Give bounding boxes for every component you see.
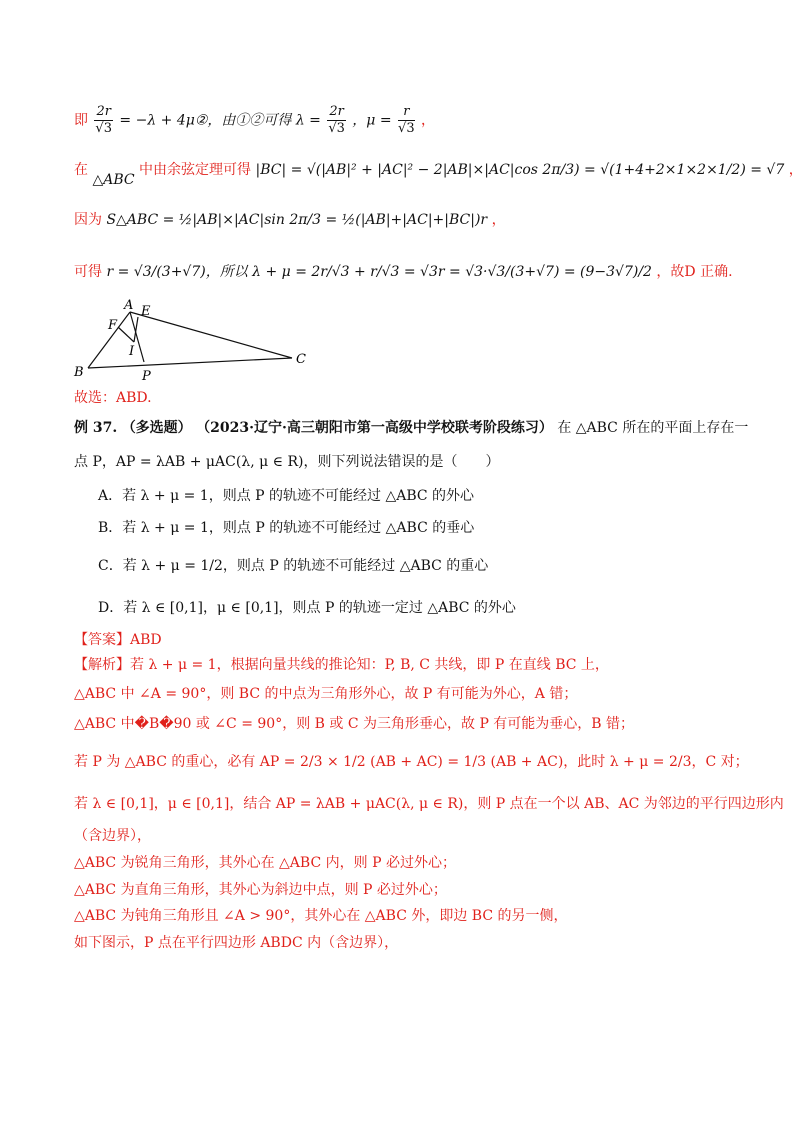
cosine-law-formula: |BC| = √(|AB|² + |AC|² − 2|AB|×|AC|cos 2π/3) = √(1+4+2×1×2×1/2) = √7: [255, 162, 785, 178]
example-number: 例 37.: [74, 420, 118, 436]
option-c: C．若 λ + μ = 1/2，则点 P 的轨迹不可能经过 △ABC 的重心: [98, 558, 489, 574]
fraction-lambda: $\frac{2r}{√3}$: [328, 104, 345, 136]
analysis-line-4: 若 P 为 △ABC 的重心，必有 AP = 2/3 × 1/2 (AB + AC) = 1/3 (AB + AC)，此时 λ + μ = 2/3，C 对；: [74, 754, 749, 770]
example-stem-part1: 在 △ABC 所在的平面上存在一: [557, 420, 749, 436]
analysis-line-6: （含边界），: [74, 828, 151, 844]
edge-ac: [130, 312, 292, 358]
label-e: E: [141, 304, 151, 319]
label-a: A: [124, 298, 134, 313]
label-i: I: [129, 344, 135, 359]
triangle-figure: [74, 296, 324, 386]
math-mu: ，μ =: [352, 112, 397, 129]
answer-line: [74, 630, 162, 650]
label-p: P: [142, 369, 151, 384]
example-stem-part2: 点 P，AP = λAB + μAC(λ, μ ∈ R)，则下列说法错误的是（ ）: [74, 454, 500, 470]
area-formula: S△ABC = ½|AB|×|AC|sin 2π/3 = ½(|AB|+|AC|+|BC|)r: [106, 212, 488, 228]
line-end: ，: [421, 112, 436, 129]
radius-formula: r = √3/(3+√7)，所以 λ + μ = 2r/√3 + r/√3 = √3r = √3·√3/(3+√7) = (9−3√7)/2: [106, 264, 652, 280]
line-end: ，: [491, 212, 506, 228]
solution-line-3: [74, 210, 506, 230]
fraction-mu: $\frac{r}{√3}$: [398, 104, 415, 136]
math-expression: = −λ + 4μ②，由①②可得 λ =: [119, 112, 326, 129]
line-prefix: 在: [74, 162, 88, 178]
segment-fi: [118, 327, 134, 342]
example-source: （2023·辽宁·高三朝阳市第一高级中学校联考阶段练习）: [196, 420, 553, 436]
analysis-label: 【解析】: [74, 657, 130, 673]
triangle-symbol: △ABC: [92, 172, 135, 188]
answer-label: 【答案】: [74, 632, 130, 648]
line-prefix: 即: [74, 112, 88, 129]
label-c: C: [296, 352, 306, 367]
analysis-line-1: [74, 655, 609, 675]
solution-line-4: [74, 262, 733, 282]
analysis-line-9: △ABC 为钝角三角形且 ∠A > 90°，其外心在 △ABC 外，即边 BC 的另一侧，: [74, 908, 568, 924]
line-end: ，故D 正确.: [656, 264, 733, 280]
analysis-line-8: △ABC 为直角三角形，其外心为斜边中点，则 P 必过外心；: [74, 882, 447, 898]
label-f: F: [108, 318, 118, 333]
line-end: ，: [788, 162, 803, 178]
option-d: D．若 λ ∈ [0,1]，μ ∈ [0,1]，则点 P 的轨迹一定过 △ABC 的外心: [98, 600, 516, 616]
analysis-text: 若 λ + μ = 1，根据向量共线的推论知：P, B, C 共线，即 P 在直线 BC 上，: [130, 657, 609, 673]
analysis-line-5: 若 λ ∈ [0,1]，μ ∈ [0,1]，结合 AP = λAB + μAC(λ, μ ∈ R)，则 P 点在一个以 AB、AC 为邻边的平行四边形内: [74, 796, 784, 812]
line-middle: 中由余弦定理可得: [139, 162, 252, 178]
line-prefix: 因为: [74, 212, 102, 228]
solution-line-2: [74, 160, 803, 188]
label-b: B: [74, 365, 84, 380]
fraction-2r-sqrt3: $\frac{2r}{√3}$: [95, 104, 112, 136]
analysis-line-2: △ABC 中 ∠A = 90°，则 BC 的中点为三角形外心，故 P 有可能为外心，A 错；: [74, 686, 578, 702]
line-prefix: 可得: [74, 264, 102, 280]
option-a: A．若 λ + μ = 1，则点 P 的轨迹不可能经过 △ABC 的外心: [98, 488, 475, 504]
answer-value: ABD: [130, 632, 162, 648]
analysis-line-7: △ABC 为锐角三角形，其外心在 △ABC 内，则 P 必过外心；: [74, 855, 456, 871]
example-type: （多选题）: [121, 420, 192, 436]
option-b: B．若 λ + μ = 1，则点 P 的轨迹不可能经过 △ABC 的垂心: [98, 520, 475, 536]
solution-line-1: [74, 104, 435, 137]
example-header: [74, 418, 748, 438]
analysis-line-3: △ABC 中�B�90 或 ∠C = 90°，则 B 或 C 为三角形垂心，故 P 有可能为垂心，B 错；: [74, 716, 635, 732]
choice-line: 故选：ABD.: [74, 390, 152, 406]
analysis-line-10: 如下图示，P 点在平行四边形 ABDC 内（含边界），: [74, 935, 399, 951]
edge-bc: [88, 358, 292, 368]
